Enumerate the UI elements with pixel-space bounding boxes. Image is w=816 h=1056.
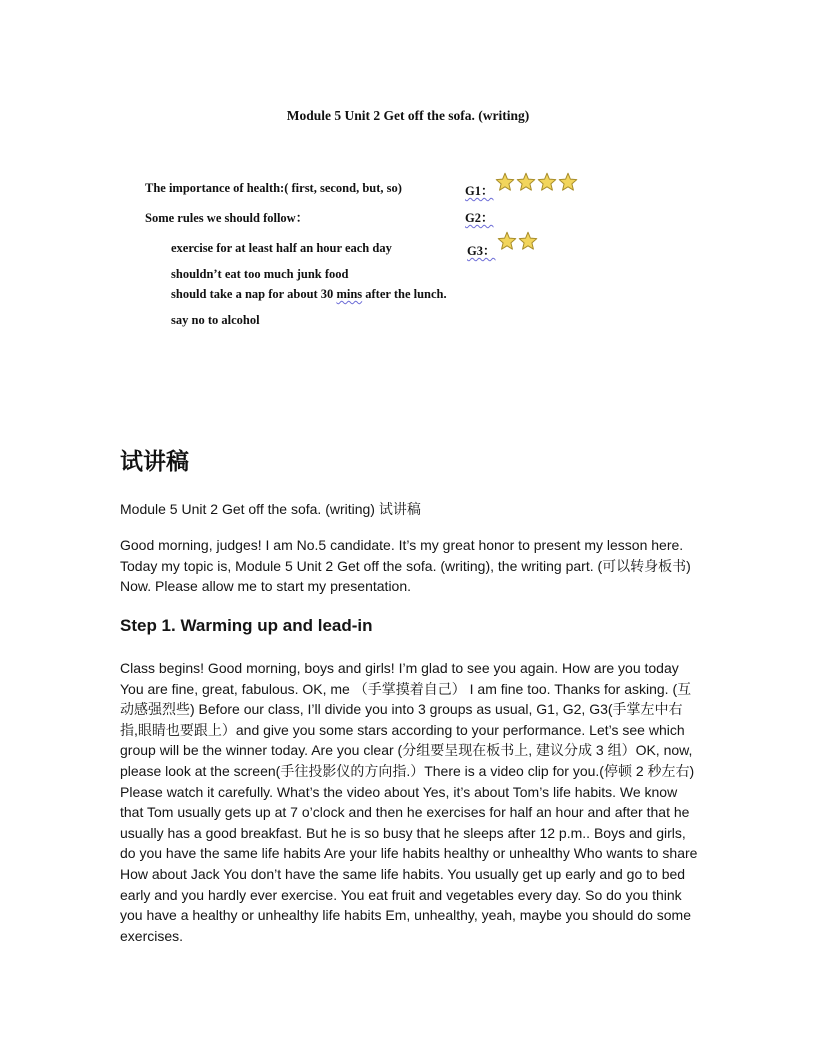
star-icon <box>518 231 538 251</box>
board-importance-line: The importance of health:( first, second, but, so) <box>145 181 402 195</box>
board-rule-item: say no to alcohol <box>171 313 260 327</box>
step1-paragraph: Class begins! Good morning, boys and girls! I’m glad to see you again. How are you today You are fine, great, fabulous. OK, me （手掌摸着自己） I am fine too. Thanks for asking. (互动感强烈些) Before our class, I’ll divide you into 3 groups as usual, G1, G2, G3(手掌左中右指,眼睛也要跟上）and give you some stars according to your performance. Let’s see which group will be the winner today. Are you clear (分组要呈现在板书上, 建议分成 3 组）OK, now, please look at the screen(手往投影仪的方向指.）There is a video clip for you.(停顿 2 秒左右) Please watch it carefully. What’s the video about Yes, it’s about Tom’s life habits. We know that Tom usually gets up at 7 o’clock and then he exercises for half an hour and after that he usually has a good breakfast. But he is so busy that he sleeps after 12 p.m.. Boys and girls, do you have the same life habits Are your life habits healthy or unhealthy Who wants to share How about Jack You don’t have the same life habits. You usually get up early and go to bed early and you hardly ever exercise. You eat fruit and vegetables every day. So do you think you have a healthy or unhealthy life habits Em, unhealthy, yeah, maybe you should do some exercises. <box>120 660 698 944</box>
step1-heading: Step 1. Warming up and lead-in <box>120 616 373 635</box>
star-icon <box>516 172 536 192</box>
lecture-heading: 试讲稿 <box>120 449 189 475</box>
intro-paragraph: Good morning, judges! I am No.5 candidate. It’s my great honor to present my lesson here. Today my topic is, Module 5 Unit 2 Get off the sofa. (writing), the writing part. (可以转身板书) Now. Please allow me to start my presentation. <box>120 537 691 595</box>
group-label: G2： <box>465 211 494 225</box>
group-stars-g1 <box>495 172 578 192</box>
board-rule-item-b: after the lunch. <box>362 287 447 301</box>
star-icon <box>497 231 517 251</box>
star-icon <box>558 172 578 192</box>
board-rule-item-mins: mins <box>336 287 363 301</box>
board-rule-item: shouldn’t eat too much junk food <box>171 267 349 281</box>
group-row-g2 <box>465 208 493 226</box>
board-rule-item: exercise for at least half an hour each day <box>171 241 392 255</box>
star-icon <box>495 172 515 192</box>
group-label: G3： <box>467 244 496 258</box>
board-rules-line: Some rules we should follow： <box>145 211 309 225</box>
group-label: G1： <box>465 184 494 198</box>
lecture-subtitle: Module 5 Unit 2 Get off the sofa. (writing) 试讲稿 <box>120 501 421 517</box>
board-rule-item-a: should take a nap for about 30 <box>171 287 337 301</box>
group-stars-g3 <box>497 231 538 251</box>
group-row-g1 <box>465 181 493 199</box>
board-rule-item <box>171 287 447 302</box>
group-row-g3 <box>467 241 495 259</box>
board-title: Module 5 Unit 2 Get off the sofa. (writing) <box>286 108 530 123</box>
star-icon <box>537 172 557 192</box>
